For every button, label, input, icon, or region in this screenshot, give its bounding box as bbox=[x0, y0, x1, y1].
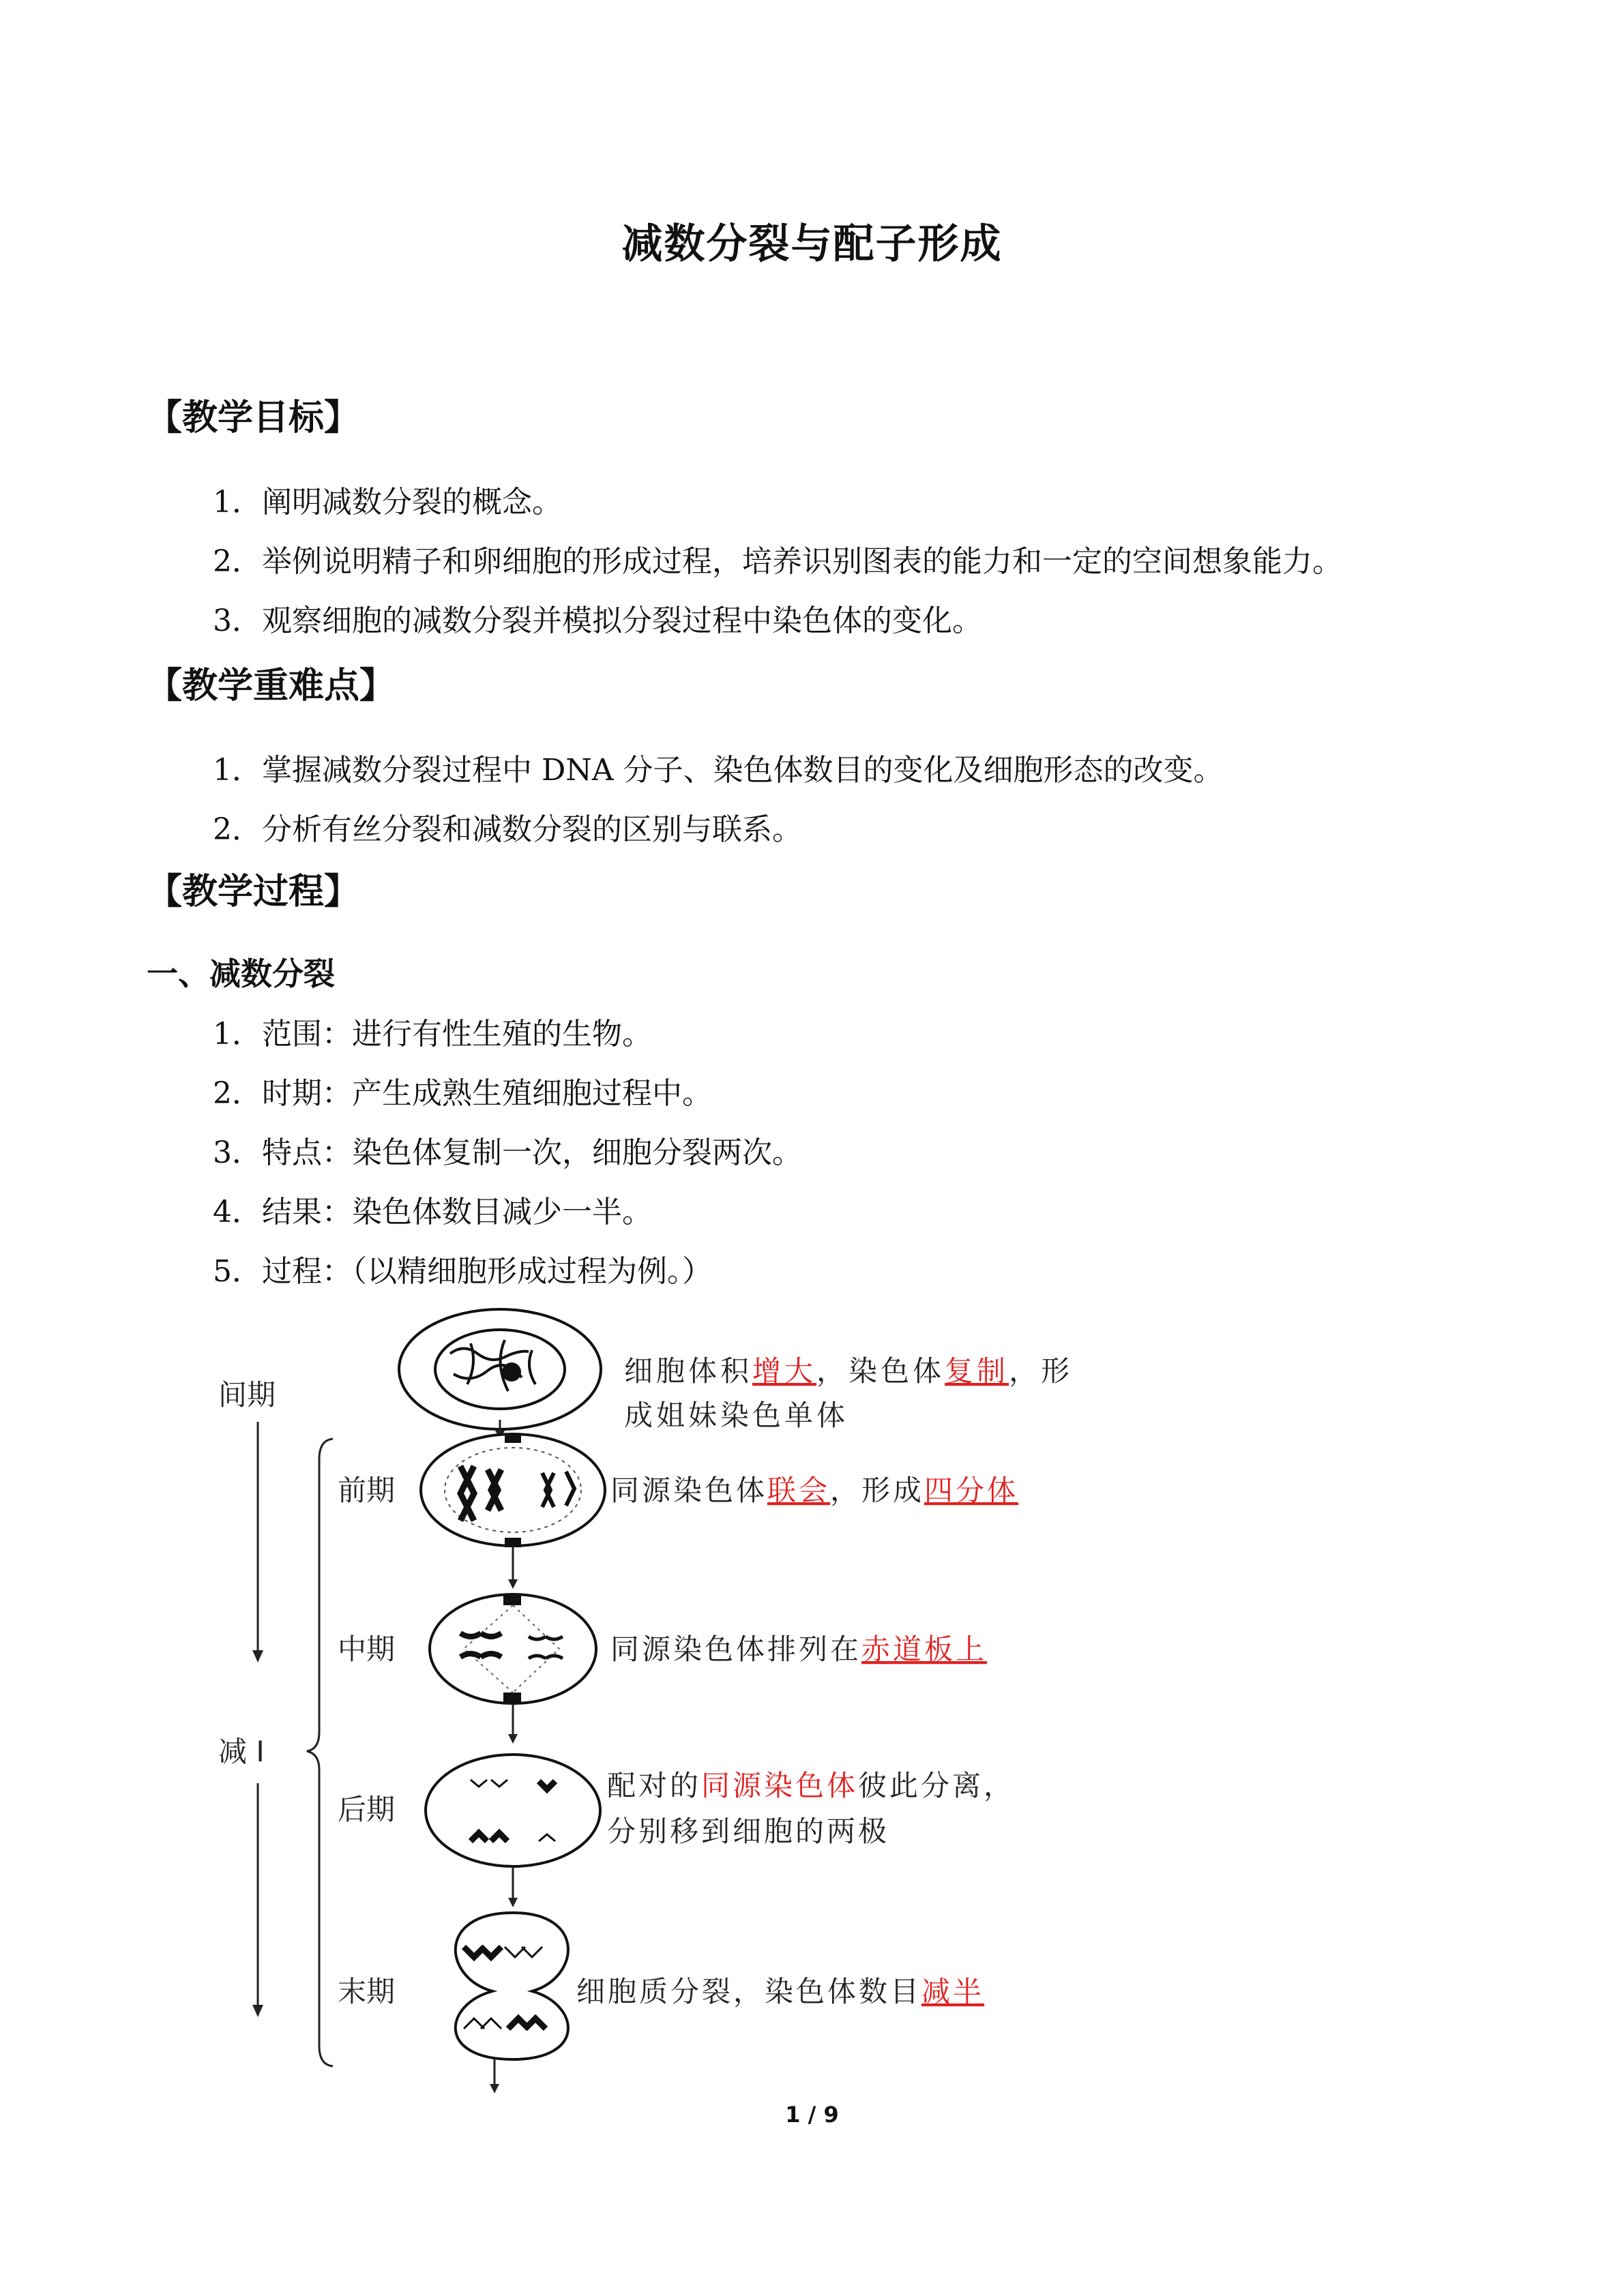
prophase-cell bbox=[421, 1434, 605, 1546]
process-item-5: 5．过程：（以精细胞形成过程为例。） bbox=[213, 1254, 712, 1289]
section-heading-keypoints: 【教学重难点】 bbox=[147, 665, 396, 706]
anaphase-cell bbox=[426, 1755, 600, 1866]
telophase-desc: 细胞质分裂，染色体数目减半 bbox=[576, 1975, 985, 2008]
metaphase-centrosome-top bbox=[503, 1596, 521, 1605]
process-item-4: 4．结果：染色体数目减少一半。 bbox=[213, 1195, 652, 1229]
keypoint-item-2: 2．分析有丝分裂和减数分裂的区别与联系。 bbox=[213, 812, 802, 847]
arrow-head-to-telophase bbox=[508, 1898, 518, 1907]
document-title: 减数分裂与配子形成 bbox=[621, 220, 1003, 268]
metaphase-label: 中期 bbox=[338, 1632, 396, 1666]
process-item-2: 2．时期：产生成熟生殖细胞过程中。 bbox=[213, 1076, 712, 1111]
process-item-3: 3．特点：染色体复制一次，细胞分裂两次。 bbox=[213, 1135, 802, 1170]
prophase-centrosome-bottom bbox=[505, 1538, 521, 1547]
sub-heading-meiosis: 一、减数分裂 bbox=[147, 955, 335, 992]
nucleolus bbox=[502, 1362, 521, 1382]
section-heading-process: 【教学过程】 bbox=[147, 871, 360, 912]
arrow-head-to-metaphase bbox=[508, 1579, 518, 1589]
page-number: 1 / 9 bbox=[785, 2102, 839, 2128]
arrow-head-to-meiosis2 bbox=[490, 2084, 499, 2093]
meiosis1-arrow-head bbox=[252, 2005, 263, 2017]
interphase-arrow-head bbox=[252, 1650, 263, 1663]
metaphase-centrosome-bottom bbox=[503, 1693, 521, 1702]
metaphase-desc: 同源染色体排列在赤道板上 bbox=[610, 1632, 988, 1666]
process-item-1: 1．范围：进行有性生殖的生物。 bbox=[213, 1017, 652, 1052]
meiosis1-brace bbox=[307, 1439, 333, 2066]
telophase-label: 末期 bbox=[338, 1975, 396, 2008]
telophase-cell bbox=[456, 1913, 568, 2059]
section-heading-goals: 【教学目标】 bbox=[147, 397, 360, 438]
interphase-desc-line2: 成姐妹染色单体 bbox=[624, 1399, 849, 1432]
keypoint-item-1: 1．掌握减数分裂过程中 DNA 分子、染色体数目的变化及细胞形态的改变。 bbox=[213, 753, 1224, 788]
goal-item-2: 2．举例说明精子和卵细胞的形成过程，培养识别图表的能力和一定的空间想象能力。 bbox=[213, 544, 1342, 579]
prophase-desc: 同源染色体联会，形成四分体 bbox=[610, 1474, 1019, 1507]
prophase-label: 前期 bbox=[338, 1474, 396, 1507]
interphase-label: 间期 bbox=[218, 1378, 276, 1412]
meiosis1-label: 减 I bbox=[218, 1735, 265, 1768]
anaphase-label: 后期 bbox=[338, 1793, 396, 1826]
anaphase-desc-line2: 分别移到细胞的两极 bbox=[607, 1815, 890, 1848]
interphase-desc-line1: 细胞体积增大，染色体复制，形 bbox=[624, 1354, 1074, 1388]
prophase-centrosome-top bbox=[505, 1433, 521, 1443]
goal-item-1: 1．阐明减数分裂的概念。 bbox=[213, 485, 562, 520]
goal-item-3: 3．观察细胞的减数分裂并模拟分裂过程中染色体的变化。 bbox=[213, 603, 982, 638]
arrow-head-to-anaphase bbox=[508, 1734, 518, 1744]
anaphase-desc-line1: 配对的同源染色体彼此分离， bbox=[607, 1769, 1016, 1802]
metaphase-cell bbox=[430, 1594, 596, 1703]
